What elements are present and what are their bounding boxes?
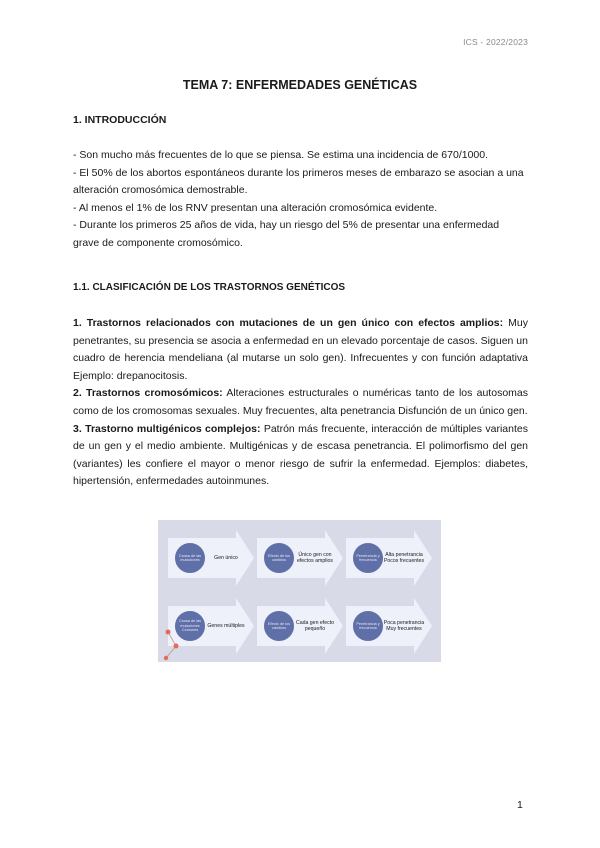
introduction-text [73, 147, 528, 253]
molecule-decoration [158, 520, 441, 662]
section-heading-clasificacion: 1.1. CLASIFICACIÓN DE LOS TRASTORNOS GENÉTICOS [73, 282, 346, 293]
stage-circle: Penetrancia y frecuencia [352, 610, 384, 642]
classification-item [73, 385, 528, 420]
stage-label: Gen único [214, 554, 238, 561]
stage-label: Alta penetrancia Pocos frecuentes [383, 551, 425, 564]
stage-label: Cada gen efecto pequeño [295, 619, 335, 632]
page-number: 1 [517, 799, 523, 811]
classification-description: Muy penetrantes, su presencia se asocia a enfermedad en un elevado porcentaje de casos. Siguen un cuadro de herencia mendeliana (al mutarse un solo gen). Infrecuentes y con función adaptativa Ejemplo: drepanocitosis. [73, 317, 528, 382]
stage-label: Único gen con efectos amplios [296, 551, 334, 564]
classification-text [73, 315, 528, 491]
classification-description: Patrón más frecuente, interacción de múltiples variantes de un gen y el medio ambiente. Multigénicas y de escasa penetrancia. El polimorfismo del gen (variantes) les confiere el mayor o menor riesgo de sufrir la enfermedad. Ejemplos: diabetes, hipertensión, enfermedades autoinmunes. [73, 422, 528, 488]
intro-bullet: - El 50% de los abortos espontáneos durante los primeros meses de embarazo se asocian a una alteración cromosómica demostrable. [73, 166, 524, 197]
genetic-disorders-diagram [158, 520, 441, 662]
classification-term: 1. Trastornos relacionados con mutaciones de un gen único con efectos amplios: [73, 317, 504, 329]
stage-label: Poca penetrancia Muy frecuentes [383, 619, 425, 632]
section-heading-introduccion: 1. INTRODUCCIÓN [73, 114, 167, 126]
page-title: TEMA 7: ENFERMEDADES GENÉTICAS [182, 78, 418, 92]
intro-bullet: - Son mucho más frecuentes de lo que se piensa. Se estima una incidencia de 670/1000. [73, 149, 489, 161]
stage-circle: Causa de las mutaciones [174, 542, 206, 574]
classification-term: 2. Trastornos cromosómicos: [73, 387, 223, 400]
classification-item [73, 315, 528, 385]
classification-term: 3. Trastorno multigénicos complejos: [73, 422, 261, 435]
intro-bullet: - Durante los primeros 25 años de vida, hay un riesgo del 5% de presentar una enfermedad grave de componente cromosómico. [73, 219, 500, 249]
stage-circle: Penetrancia y frecuencia [352, 542, 384, 574]
classification-item [73, 421, 528, 491]
stage-label: Genes múltiples [207, 622, 245, 629]
stage-circle: Efecto de los cambios [263, 610, 295, 642]
intro-bullet: - Al menos el 1% de los RNV presentan una alteración cromosómica evidente. [73, 201, 438, 214]
course-header: ICS - 2022/2023 [463, 37, 528, 47]
stage-circle: Efecto de los cambios [263, 542, 295, 574]
classification-description: Alteraciones estructurales o numéricas tanto de los autosomas como de los cromosomas sexuales. Muy frecuentes, alta penetrancia Disfunción de un único gen. [73, 387, 528, 417]
stage-circle: Causa de las mutaciones Comunes [174, 610, 206, 642]
